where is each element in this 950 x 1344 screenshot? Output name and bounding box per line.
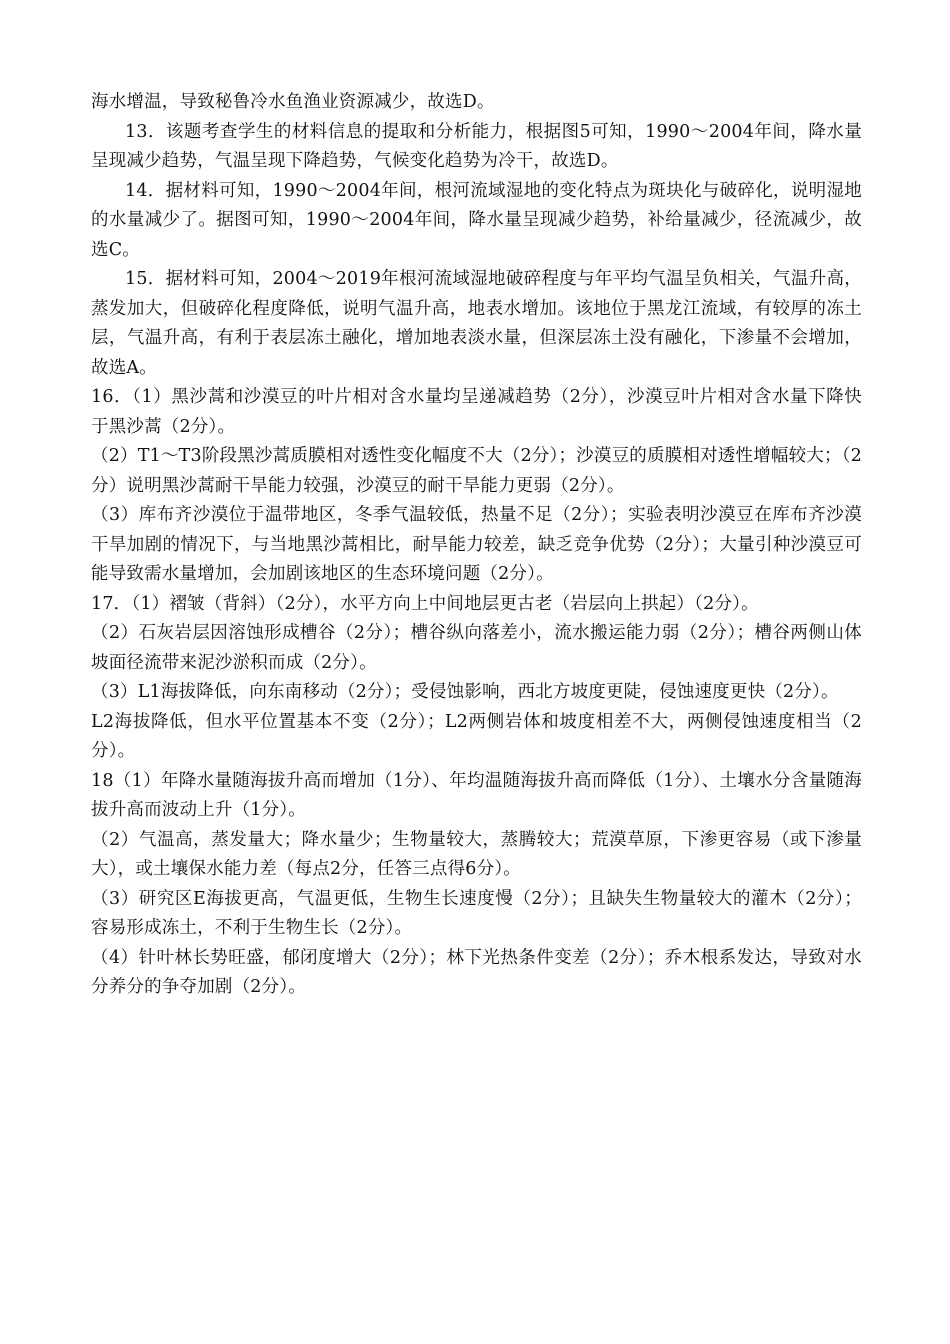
paragraph-15: 15．据材料可知，2004～2019年根河流域湿地破碎程度与年平均气温呈负相关，气温升高，蒸发加大，但破碎化程度降低，说明气温升高，地表水增加。该地位于黑龙江流域，有较厚的冻土层，气温升高，有利于表层冻土融化，增加地表淡水量，但深层冻土没有融化，下渗量不会增加，故选A。 [91, 269, 862, 378]
paragraph-18-part-1: 18（1）年降水量随海拔升高而增加（1分）、年均温随海拔升高而降低（1分）、土壤水分含量随海拔升高而波动上升（1分）。 [91, 770, 862, 820]
paragraph-16-part-1: 16．（1）黑沙蒿和沙漠豆的叶片相对含水量均呈递减趋势（2分），沙漠豆叶片相对含水量下降快于黑沙蒿（2分）。 [91, 387, 862, 437]
paragraph-16-part-2: （2）T1～T3阶段黑沙蒿质膜相对透性变化幅度不大（2分）；沙漠豆的质膜相对透性增幅较大；（2分）说明黑沙蒿耐干旱能力较强，沙漠豆的耐干旱能力更弱（2分）。 [91, 446, 862, 496]
paragraph-18-part-3: （3）研究区E海拔更高，气温更低，生物生长速度慢（2分）；且缺失生物量较大的灌木（2分）；容易形成冻土，不利于生物生长（2分）。 [91, 888, 862, 938]
paragraph-14: 14．据材料可知，1990～2004年间，根河流域湿地的变化特点为斑块化与破碎化，说明湿地的水量减少了。据图可知，1990～2004年间，降水量呈现减少趋势，补给量减少，径流减少，故选C。 [91, 180, 862, 260]
paragraph-17-part-3-l2: L2海拔降低，但水平位置基本不变（2分）；L2两侧岩体和坡度相差不大，两侧侵蚀速度相当（2分）。 [91, 711, 862, 761]
paragraph-13: 13．该题考查学生的材料信息的提取和分析能力，根据图5可知，1990～2004年间，降水量呈现减少趋势，气温呈现下降趋势，气候变化趋势为冷干，故选D。 [91, 121, 862, 171]
paragraph-18-part-2: （2）气温高，蒸发量大；降水量少；生物量较大，蒸腾较大；荒漠草原，下渗更容易（或下渗量大），或土壤保水能力差（每点2分，任答三点得6分）。 [91, 829, 862, 879]
paragraph-12-continued: 海水增温，导致秘鲁冷水鱼渔业资源减少，故选D。 [91, 92, 495, 112]
paragraph-16-part-3: （3）库布齐沙漠位于温带地区，冬季气温较低，热量不足（2分）；实验表明沙漠豆在库布齐沙漠干旱加剧的情况下，与当地黑沙蒿相比，耐旱能力较差，缺乏竞争优势（2分）；大量引种沙漠豆可能导致需水量增加，会加剧该地区的生态环境问题（2分）。 [91, 505, 862, 584]
paragraph-17-part-3: （3）L1海拔降低，向东南移动（2分）；受侵蚀影响，西北方坡度更陡，侵蚀速度更快（2分）。 [91, 682, 839, 702]
paragraph-17-part-2: （2）石灰岩层因溶蚀形成槽谷（2分）；槽谷纵向落差小，流水搬运能力弱（2分）；槽谷两侧山体坡面径流带来泥沙淤积而成（2分）。 [91, 623, 862, 673]
paragraph-17-part-1: 17．（1）褶皱（背斜）（2分），水平方向上中间地层更古老（岩层向上拱起）（2分）。 [91, 593, 759, 614]
answer-document [91, 88, 862, 1003]
paragraph-18-part-4: （4）针叶林长势旺盛，郁闭度增大（2分）；林下光热条件变差（2分）；乔木根系发达，导致对水分养分的争夺加剧（2分）。 [91, 947, 862, 997]
